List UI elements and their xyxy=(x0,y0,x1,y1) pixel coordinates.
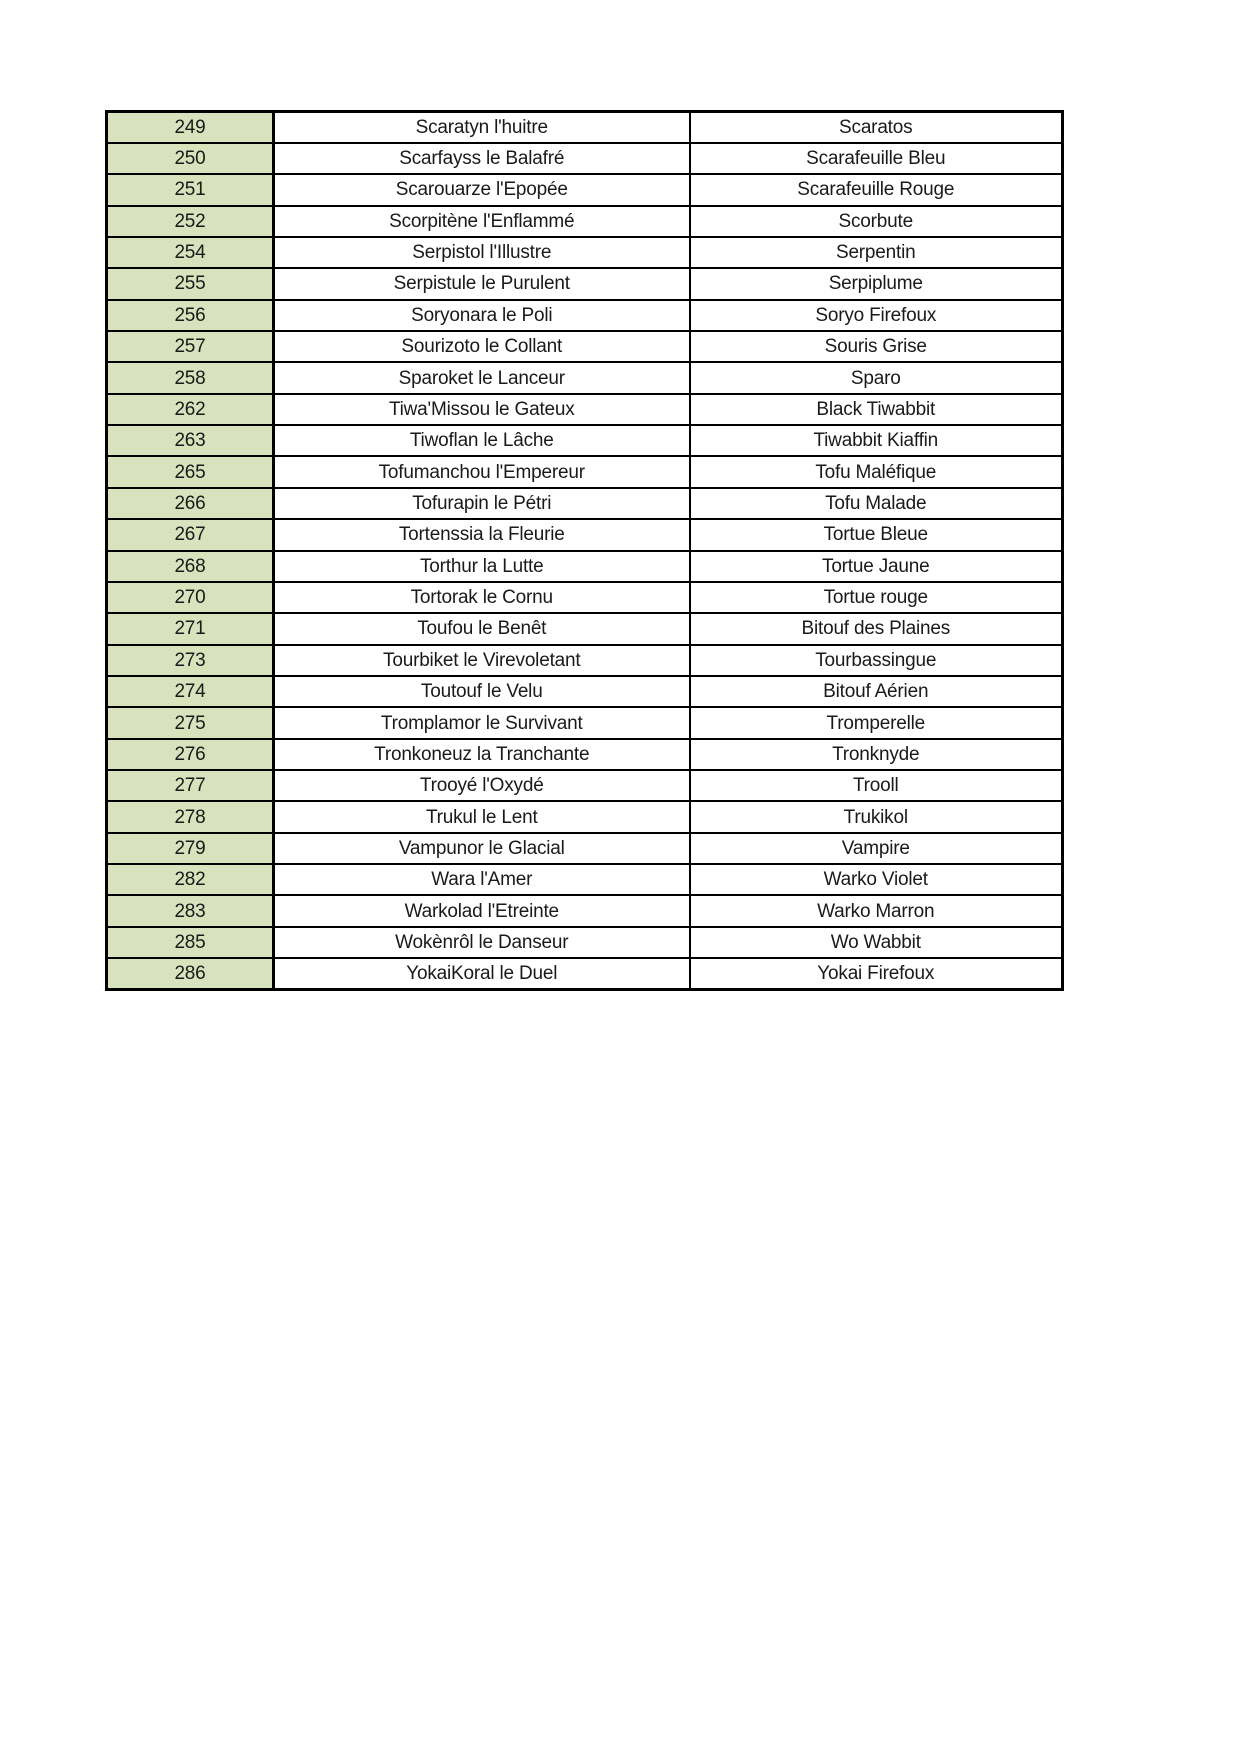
cell-boss-name: Sourizoto le Collant xyxy=(274,331,690,362)
table-row xyxy=(107,801,1063,832)
cell-monster-name: Warko Violet xyxy=(690,864,1063,895)
cell-monster-name: Bitouf des Plaines xyxy=(690,613,1063,644)
cell-number: 265 xyxy=(107,456,274,487)
cell-boss-name: Tofurapin le Pétri xyxy=(274,488,690,519)
table-row xyxy=(107,676,1063,707)
cell-boss-name: Serpistule le Purulent xyxy=(274,268,690,299)
cell-number: 273 xyxy=(107,645,274,676)
cell-boss-name: Trukul le Lent xyxy=(274,801,690,832)
cell-boss-name: Torthur la Lutte xyxy=(274,551,690,582)
cell-number: 277 xyxy=(107,770,274,801)
cell-number: 257 xyxy=(107,331,274,362)
table-row xyxy=(107,770,1063,801)
cell-boss-name: Scarouarze l'Epopée xyxy=(274,174,690,205)
cell-monster-name: Yokai Firefoux xyxy=(690,958,1063,989)
cell-monster-name: Bitouf Aérien xyxy=(690,676,1063,707)
cell-monster-name: Serpiplume xyxy=(690,268,1063,299)
cell-number: 256 xyxy=(107,300,274,331)
table-row xyxy=(107,143,1063,174)
table-row xyxy=(107,927,1063,958)
cell-boss-name: Tourbiket le Virevoletant xyxy=(274,645,690,676)
cell-number: 258 xyxy=(107,362,274,393)
cell-monster-name: Trukikol xyxy=(690,801,1063,832)
cell-number: 251 xyxy=(107,174,274,205)
table-row xyxy=(107,331,1063,362)
cell-monster-name: Tortue Bleue xyxy=(690,519,1063,550)
table-row xyxy=(107,613,1063,644)
cell-boss-name: Tortenssia la Fleurie xyxy=(274,519,690,550)
cell-boss-name: Toutouf le Velu xyxy=(274,676,690,707)
cell-boss-name: Soryonara le Poli xyxy=(274,300,690,331)
cell-monster-name: Serpentin xyxy=(690,237,1063,268)
cell-monster-name: Tiwabbit Kiaffin xyxy=(690,425,1063,456)
cell-monster-name: Souris Grise xyxy=(690,331,1063,362)
table-row xyxy=(107,237,1063,268)
cell-number: 286 xyxy=(107,958,274,989)
cell-number: 274 xyxy=(107,676,274,707)
cell-number: 270 xyxy=(107,582,274,613)
table-row xyxy=(107,519,1063,550)
cell-monster-name: Warko Marron xyxy=(690,895,1063,926)
cell-monster-name: Tourbassingue xyxy=(690,645,1063,676)
cell-number: 250 xyxy=(107,143,274,174)
cell-number: 282 xyxy=(107,864,274,895)
cell-boss-name: Scorpitène l'Enflammé xyxy=(274,206,690,237)
cell-boss-name: Scaratyn l'huitre xyxy=(274,112,690,143)
cell-monster-name: Tortue Jaune xyxy=(690,551,1063,582)
cell-boss-name: Trooyé l'Oxydé xyxy=(274,770,690,801)
cell-number: 267 xyxy=(107,519,274,550)
monster-table xyxy=(105,110,1064,991)
table-row xyxy=(107,582,1063,613)
table-row xyxy=(107,300,1063,331)
cell-monster-name: Trooll xyxy=(690,770,1063,801)
cell-number: 266 xyxy=(107,488,274,519)
cell-monster-name: Tortue rouge xyxy=(690,582,1063,613)
cell-number: 249 xyxy=(107,112,274,143)
cell-boss-name: Tofumanchou l'Empereur xyxy=(274,456,690,487)
cell-monster-name: Tofu Maléfique xyxy=(690,456,1063,487)
cell-boss-name: Warkolad l'Etreinte xyxy=(274,895,690,926)
cell-monster-name: Scarafeuille Bleu xyxy=(690,143,1063,174)
cell-boss-name: Tiwa'Missou le Gateux xyxy=(274,394,690,425)
cell-number: 271 xyxy=(107,613,274,644)
cell-boss-name: Sparoket le Lanceur xyxy=(274,362,690,393)
table-row xyxy=(107,895,1063,926)
cell-number: 254 xyxy=(107,237,274,268)
table-row xyxy=(107,362,1063,393)
cell-boss-name: Serpistol l'Illustre xyxy=(274,237,690,268)
cell-monster-name: Scarafeuille Rouge xyxy=(690,174,1063,205)
cell-monster-name: Black Tiwabbit xyxy=(690,394,1063,425)
table-row xyxy=(107,864,1063,895)
cell-number: 275 xyxy=(107,707,274,738)
table-row xyxy=(107,488,1063,519)
cell-number: 285 xyxy=(107,927,274,958)
cell-boss-name: Vampunor le Glacial xyxy=(274,833,690,864)
table-body xyxy=(107,112,1063,990)
cell-monster-name: Sparo xyxy=(690,362,1063,393)
table-row xyxy=(107,739,1063,770)
cell-boss-name: Scarfayss le Balafré xyxy=(274,143,690,174)
cell-boss-name: Tronkoneuz la Tranchante xyxy=(274,739,690,770)
cell-number: 268 xyxy=(107,551,274,582)
cell-boss-name: Wara l'Amer xyxy=(274,864,690,895)
cell-monster-name: Scaratos xyxy=(690,112,1063,143)
cell-monster-name: Tofu Malade xyxy=(690,488,1063,519)
cell-monster-name: Soryo Firefoux xyxy=(690,300,1063,331)
table-row xyxy=(107,833,1063,864)
table-row xyxy=(107,707,1063,738)
cell-number: 262 xyxy=(107,394,274,425)
cell-monster-name: Wo Wabbit xyxy=(690,927,1063,958)
table-row xyxy=(107,958,1063,989)
cell-monster-name: Tronknyde xyxy=(690,739,1063,770)
cell-boss-name: Tortorak le Cornu xyxy=(274,582,690,613)
cell-number: 263 xyxy=(107,425,274,456)
cell-number: 278 xyxy=(107,801,274,832)
cell-boss-name: Toufou le Benêt xyxy=(274,613,690,644)
cell-boss-name: YokaiKoral le Duel xyxy=(274,958,690,989)
table-row xyxy=(107,112,1063,143)
cell-monster-name: Tromperelle xyxy=(690,707,1063,738)
table-row xyxy=(107,645,1063,676)
table-row xyxy=(107,174,1063,205)
cell-number: 283 xyxy=(107,895,274,926)
table-row xyxy=(107,425,1063,456)
table-row xyxy=(107,551,1063,582)
cell-number: 276 xyxy=(107,739,274,770)
cell-boss-name: Wokènrôl le Danseur xyxy=(274,927,690,958)
table-row xyxy=(107,206,1063,237)
cell-boss-name: Tiwoflan le Lâche xyxy=(274,425,690,456)
cell-number: 252 xyxy=(107,206,274,237)
cell-monster-name: Scorbute xyxy=(690,206,1063,237)
cell-number: 279 xyxy=(107,833,274,864)
cell-monster-name: Vampire xyxy=(690,833,1063,864)
cell-boss-name: Tromplamor le Survivant xyxy=(274,707,690,738)
table-row xyxy=(107,456,1063,487)
table-row xyxy=(107,394,1063,425)
table-row xyxy=(107,268,1063,299)
cell-number: 255 xyxy=(107,268,274,299)
